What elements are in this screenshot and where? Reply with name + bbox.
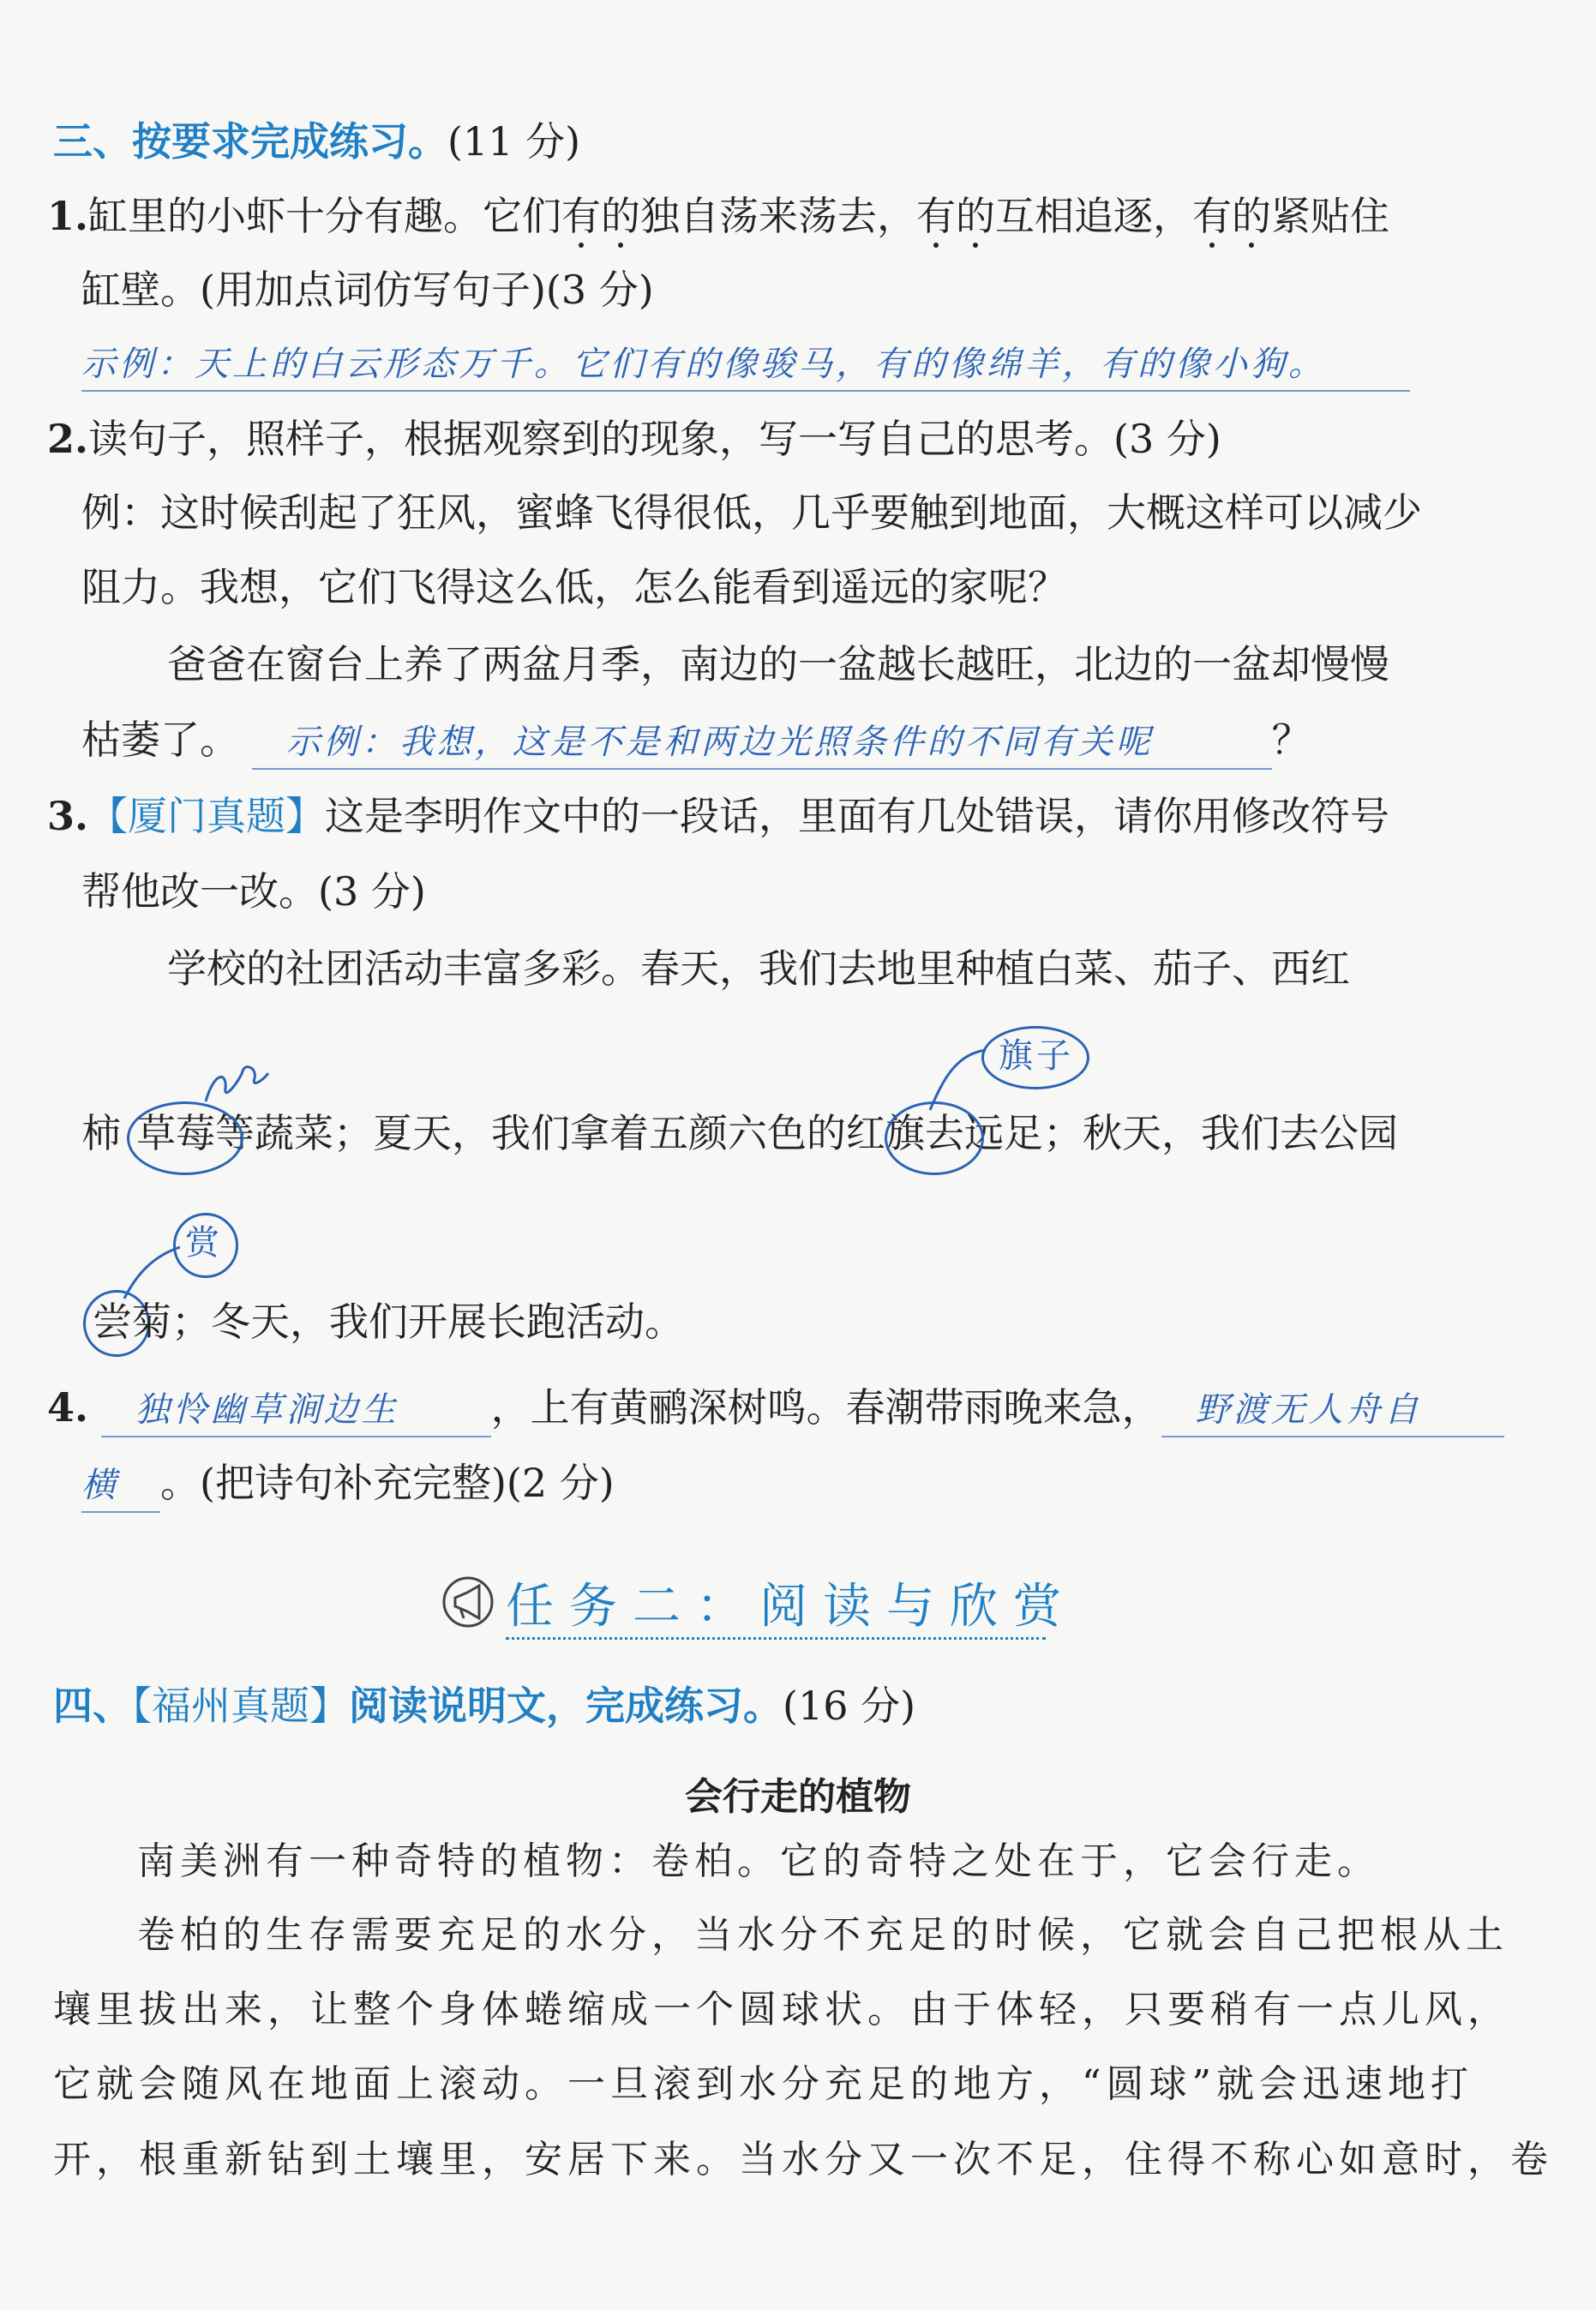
question-text: 互相追逐，	[995, 193, 1193, 239]
question-1-line-2: 缸壁。(用加点词仿写句子)(3 分)	[81, 267, 654, 313]
question-1-line-1	[47, 190, 1389, 242]
section-heading-text: 三、按要求完成练习。	[53, 118, 447, 165]
dotted-word: 有	[916, 193, 957, 239]
question-3-line-1	[47, 790, 1389, 842]
article-title: 会行走的植物	[685, 1775, 911, 1819]
question-2-line-1	[47, 413, 1221, 465]
question-number: 3.	[47, 793, 89, 839]
banner-underline	[506, 1637, 1046, 1640]
handwritten-answer: 示例：天上的白云形态万千。它们有的像骏马，有的像绵羊，有的像小狗。	[81, 339, 1410, 392]
question-2-line-3: 阻力。我想，它们飞得这么低，怎么能看到遥远的家呢？	[81, 564, 1067, 610]
section-3-heading	[53, 116, 580, 167]
article-paragraph-2-line-4: 开，根重新钻到土壤里，安居下来。当水分又一次不足，住得不称心如意时，卷	[53, 2138, 1553, 2181]
question-text: 缸里的小虾十分有趣。它们	[88, 193, 562, 239]
question-text: 。(把诗句补充完整)(2 分)	[160, 1460, 615, 1506]
dotted-word: 的	[956, 193, 996, 239]
article-paragraph-1: 南美洲有一种奇特的植物：卷柏。它的奇特之处在于，它会行走。	[137, 1839, 1380, 1883]
question-4-line-1	[47, 1382, 1504, 1437]
handwritten-answer: 野渡无人舟自	[1161, 1384, 1504, 1437]
question-2-line-2: 例：这时候刮起了狂风，蜜蜂飞得很低，几乎要触到地面，大概这样可以减少	[81, 489, 1422, 536]
correction-word-shang: 赏	[185, 1223, 219, 1263]
handwritten-answer: 横	[81, 1460, 160, 1513]
question-number: 2.	[47, 416, 89, 462]
section-score: (16 分)	[783, 1683, 916, 1729]
question-number: 4.	[47, 1384, 89, 1431]
question-text: 枯萎了。	[81, 717, 239, 763]
article-paragraph-2-line-1: 卷柏的生存需要充足的水分，当水分不充足的时候，它就会自己把根从土	[137, 1913, 1509, 1957]
replaced-word: 尝	[93, 1299, 132, 1345]
question-text: 紧贴住	[1271, 193, 1390, 239]
source-tag: 【福州真题】	[132, 1683, 349, 1729]
task-banner: 任务二：阅读与欣赏	[506, 1579, 1077, 1635]
question-1-answer	[81, 336, 1410, 392]
question-text: ，上有黄鹂深树鸣。春潮带雨晚来急，	[490, 1384, 1161, 1431]
deleted-word: 草莓	[136, 1110, 215, 1156]
section-4-heading	[53, 1680, 915, 1731]
question-3-line-2: 帮他改一改。(3 分)	[81, 868, 426, 915]
megaphone-icon	[441, 1575, 495, 1629]
question-3-line-5	[93, 1296, 684, 1347]
question-text: 等蔬菜；夏天，我们拿着五颜六色的	[215, 1110, 846, 1156]
delete-loop-mark	[201, 1063, 270, 1106]
article-paragraph-2-line-2: 壤里拔出来，让整个身体蜷缩成一个圆球状。由于体轻，只要稍有一点儿风，	[53, 1988, 1510, 2031]
question-3-line-3: 学校的社团活动丰富多彩。春天，我们去地里种植白菜、茄子、西红	[167, 945, 1350, 992]
question-2-line-5	[81, 714, 1311, 770]
question-text: 读句子，照样子，根据观察到的现象，写一写自己的思考。(3 分)	[88, 416, 1221, 462]
handwritten-answer: 示例：我想，这是不是和两边光照条件的不同有关呢	[252, 717, 1272, 770]
question-text: ？	[1271, 717, 1311, 763]
article-paragraph-2-line-3: 它就会随风在地面上滚动。一旦滚到水分充足的地方，“圆球”就会迅速地打	[53, 2062, 1473, 2106]
dotted-word: 的	[601, 193, 641, 239]
delete-circle-mark	[127, 1101, 243, 1175]
dotted-word: 有	[1192, 193, 1233, 239]
question-text: 菊；冬天，我们开展长跑活动。	[132, 1299, 684, 1345]
handwritten-answer: 独怜幽草涧边生	[101, 1384, 491, 1437]
question-4-line-2	[81, 1457, 615, 1513]
dotted-word: 有	[561, 193, 602, 239]
question-3-line-4	[81, 1107, 1398, 1159]
question-text: 这是李明作文中的一段话，里面有几处错误，请你用修改符号	[325, 793, 1390, 839]
question-text: 独自荡来荡去，	[640, 193, 917, 239]
replaced-word: 红旗	[846, 1110, 925, 1156]
question-text: 去远足；秋天，我们去公园	[925, 1110, 1398, 1156]
source-tag: 【厦门真题】	[88, 793, 326, 839]
dotted-word: 的	[1232, 193, 1272, 239]
section-heading-text: 阅读说明文，完成练习。	[349, 1683, 783, 1729]
question-number: 1.	[47, 193, 89, 239]
correction-word-qizi: 旗子	[999, 1036, 1074, 1076]
section-score: (11 分)	[447, 118, 581, 165]
section-heading-text: 四、	[53, 1683, 132, 1729]
question-2-line-4: 爸爸在窗台上养了两盆月季，南边的一盆越长越旺，北边的一盆却慢慢	[167, 641, 1389, 687]
question-text: 柿	[81, 1110, 121, 1156]
